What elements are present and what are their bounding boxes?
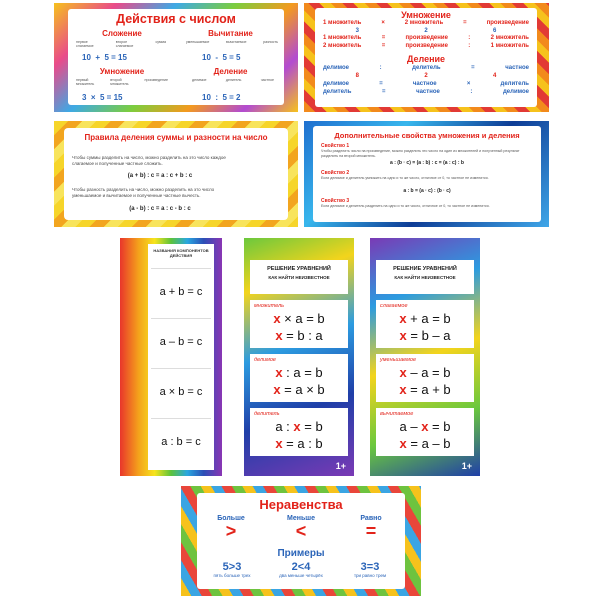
poster-component-names [120, 238, 222, 476]
expression: a + b = c [159, 286, 203, 298]
equation [376, 328, 474, 343]
cell: 2 множитель [404, 20, 444, 26]
poster-title: Неравенства [259, 497, 343, 512]
unknown-x: x [275, 328, 283, 343]
grade-badge: 1+ [461, 461, 472, 471]
equation-rest: + a = b [406, 311, 451, 326]
label: делимое [192, 78, 207, 82]
unknown-x: x [273, 382, 281, 397]
expression: a × b = c [159, 386, 203, 398]
property-3-title: Свойство 3 [321, 198, 350, 204]
cell: произведение [405, 35, 448, 41]
equation [376, 365, 474, 380]
div-table [323, 65, 529, 97]
symbol: < [295, 521, 307, 541]
rule-text-1: Чтобы суммы разделить на число, можно разделить на это число каждое слагаемое и полученные частные сложить. [72, 155, 226, 166]
label: делитель [225, 78, 242, 82]
poster-title: Правила деления суммы и разности на число [84, 133, 268, 142]
cell: частное [416, 89, 440, 95]
label: вычитаемое [226, 40, 247, 44]
cell: произведение [486, 20, 529, 26]
cell: делитель [323, 89, 352, 95]
cell: делимое [323, 81, 350, 87]
cell: 4 [492, 73, 497, 79]
poster-title: Дополнительные свойства умножения и деления [334, 131, 520, 140]
unknown-x: x [399, 382, 407, 397]
poster-title: Действия с числом [116, 12, 236, 26]
cell: частное [412, 81, 437, 87]
grade-badge: 1+ [335, 461, 346, 471]
example-caption: три равно трем [353, 573, 387, 578]
div-section-title: Деление [406, 54, 446, 64]
equation-rest: × a = b [280, 311, 325, 326]
cell: произведение [405, 42, 448, 49]
equation-rest: = a + b [406, 382, 451, 397]
property-1-formula: a : (b · c) = (a : b) : c = (a : c) : b [390, 160, 464, 166]
cell: 2 [424, 27, 428, 34]
block-label: делимое [254, 357, 276, 363]
cell: 2 [424, 73, 428, 79]
cell: делимое [502, 89, 529, 95]
component-item [151, 318, 211, 363]
equation [250, 419, 348, 434]
rule-text-2: Чтобы разность разделить на число, можно разделить на это число уменьшаемое и вычитаемое и полученные частные вычесть. [72, 187, 215, 198]
property-2-formula: a : b = (a · c) : (b · c) [403, 188, 451, 194]
poster-subtitle: КАК НАЙТИ НЕИЗВЕСТНОЕ [268, 275, 330, 280]
example [201, 561, 263, 578]
cell: делитель [500, 81, 529, 87]
example [339, 561, 401, 578]
poster-panel [64, 128, 288, 220]
property-2-title: Свойство 2 [321, 170, 350, 176]
poster-header [250, 260, 348, 294]
unknown-x: x [399, 436, 407, 451]
sub-title: Вычитание [208, 29, 253, 38]
poster-equations-add-sub [370, 238, 480, 476]
equation [376, 311, 474, 326]
poster-title: НАЗВАНИЯ КОМПОНЕНТОВ ДЕЙСТВИЯ [153, 248, 209, 258]
unknown-x: x [275, 436, 283, 451]
cell: частное [505, 65, 529, 71]
unknown-x: x [421, 419, 429, 434]
cell: 3 [355, 27, 359, 34]
equation-rest: : a = b [282, 365, 323, 380]
add-title: Сложение [102, 29, 142, 38]
table-row: 2 множитель = произведение : 1 множитель [323, 42, 529, 49]
mul-title: Умножение [99, 67, 145, 76]
block-label: вычитаемое [380, 411, 414, 417]
example-caption: пять больше трех [213, 573, 251, 578]
equation-rest: = a : b [282, 436, 323, 451]
table-row: 1 множитель = произведение : 2 множитель [323, 35, 529, 41]
example [270, 561, 332, 578]
equation-block [250, 300, 348, 348]
property-1-text: Чтобы разделить число на произведение, можно разделить это число на один из множителей и полученный результат разделить на второй множитель. [321, 149, 520, 158]
component-item [151, 268, 211, 313]
poster-inequalities [181, 486, 421, 596]
table-row: делимое : делитель = частное [323, 65, 529, 71]
equation [250, 436, 348, 451]
property-2-text: Если делимое и делитель умножить на одно и то же число, отличное от 0, то частное не изменится. [321, 176, 489, 180]
poster-equations-mul-div [244, 238, 354, 476]
cell: делимое [323, 65, 350, 71]
sub-expression: 10 - 5 = 5 [202, 53, 241, 62]
equation-block [250, 408, 348, 456]
equation-rest: a – [399, 419, 422, 434]
poster-actions-with-number [54, 3, 298, 112]
formula-2: (a - b) : c = a : c - b : c [129, 206, 191, 212]
table-row: 1 множитель × 2 множитель = произведение [323, 20, 529, 26]
equation-rest: = b [300, 419, 323, 434]
cell: 1 множитель [323, 35, 362, 41]
poster-panel [315, 8, 537, 107]
cell: 2 множитель [490, 35, 529, 41]
table-row: делимое = частное × делитель [323, 81, 529, 87]
unknown-x: x [273, 311, 281, 326]
component-item [151, 418, 211, 463]
poster-panel [148, 244, 214, 470]
label: уменьшаемое [186, 40, 210, 44]
equation-block [376, 300, 474, 348]
table-row [323, 28, 529, 36]
poster-division-rules [54, 121, 298, 227]
equation [250, 328, 348, 343]
unknown-x: x [293, 419, 301, 434]
equation-rest: = a × b [280, 382, 325, 397]
inequality-columns [201, 515, 401, 540]
equation-rest: = b [428, 419, 451, 434]
poster-multiplication-division [304, 3, 549, 112]
cell: делитель [412, 65, 441, 71]
equation [250, 365, 348, 380]
mul-labels [76, 78, 168, 86]
add-labels [76, 40, 166, 48]
label: частное [260, 78, 274, 82]
poster-subtitle: КАК НАЙТИ НЕИЗВЕСТНОЕ [394, 275, 456, 280]
equation [376, 436, 474, 451]
label: второй множитель [110, 78, 129, 86]
block-label: множитель [254, 303, 285, 309]
example-expression: 2<4 [291, 561, 311, 573]
unknown-x: x [399, 365, 407, 380]
label: произведение [144, 78, 168, 82]
example-expression: 3=3 [360, 561, 380, 573]
unknown-x: x [399, 328, 407, 343]
label: сумма [155, 40, 166, 44]
cell: 2 множитель [323, 42, 362, 49]
cell: 8 [355, 73, 359, 79]
add-expression: 10 + 5 = 15 [82, 53, 127, 62]
cell: 6 [492, 27, 497, 34]
table-row: делитель = частное : делимое [323, 89, 529, 95]
poster-header [376, 260, 474, 294]
examples-heading: Примеры [277, 548, 325, 559]
mul-section-title: Умножение [401, 10, 451, 20]
equation [376, 419, 474, 434]
equation-rest: = b : a [282, 328, 323, 343]
cell: 1 множитель [323, 20, 362, 26]
table-row [323, 73, 529, 81]
label: первое слагаемое [76, 40, 94, 48]
mul-table [323, 20, 529, 50]
block-label: делитель [254, 411, 280, 417]
poster-panel [313, 126, 541, 222]
equation-block [376, 354, 474, 402]
column-equal [341, 515, 401, 540]
block-label: слагаемое [380, 303, 408, 309]
poster-panel [197, 493, 405, 589]
equation [376, 382, 474, 397]
example-caption: два меньше четырёх [279, 573, 323, 578]
equation [250, 311, 348, 326]
poster-title: РЕШЕНИЕ УРАВНЕНИЙ [393, 266, 457, 272]
cell: 1 множитель [490, 42, 529, 49]
equation-rest: – a = b [406, 365, 451, 380]
symbol: = [365, 521, 377, 541]
column-head: Меньше [287, 515, 315, 522]
equation [250, 382, 348, 397]
equation-rest: a : [275, 419, 294, 434]
mul-expression: 3 × 5 = 15 [82, 93, 123, 102]
equation-rest: = b – a [406, 328, 451, 343]
equation-block [376, 408, 474, 456]
column-head: Равно [360, 515, 382, 522]
equation-rest: = a – b [406, 436, 451, 451]
poster-panel [68, 9, 284, 105]
examples-row [201, 561, 401, 578]
poster-extra-properties [304, 121, 549, 227]
property-1-title: Свойство 1 [321, 143, 350, 149]
equation-block [250, 354, 348, 402]
column-less [271, 515, 331, 540]
label: первый множитель [76, 78, 95, 86]
unknown-x: x [399, 311, 407, 326]
column-greater [201, 515, 261, 540]
expression: a : b = c [161, 436, 201, 448]
unknown-x: x [275, 365, 283, 380]
symbol: > [225, 521, 237, 541]
div-labels [192, 78, 274, 82]
div-expression: 10 : 5 = 2 [202, 93, 241, 102]
column-head: Больше [217, 515, 245, 522]
formula-1: (a + b) : c = a : c + b : c [127, 173, 193, 179]
sub-labels [186, 40, 278, 44]
example-expression: 5>3 [222, 561, 242, 573]
label: второе слагаемое [115, 40, 134, 48]
poster-title: РЕШЕНИЕ УРАВНЕНИЙ [267, 266, 331, 272]
property-3-text: Если делимое и делитель разделить на одно и то же число, отличное от 0, то частное не изменится. [321, 204, 490, 208]
block-label: уменьшаемое [380, 357, 417, 363]
component-item [151, 368, 211, 413]
div-title: Деление [213, 67, 248, 76]
label: разность [263, 40, 278, 44]
expression: a – b = c [159, 336, 203, 348]
